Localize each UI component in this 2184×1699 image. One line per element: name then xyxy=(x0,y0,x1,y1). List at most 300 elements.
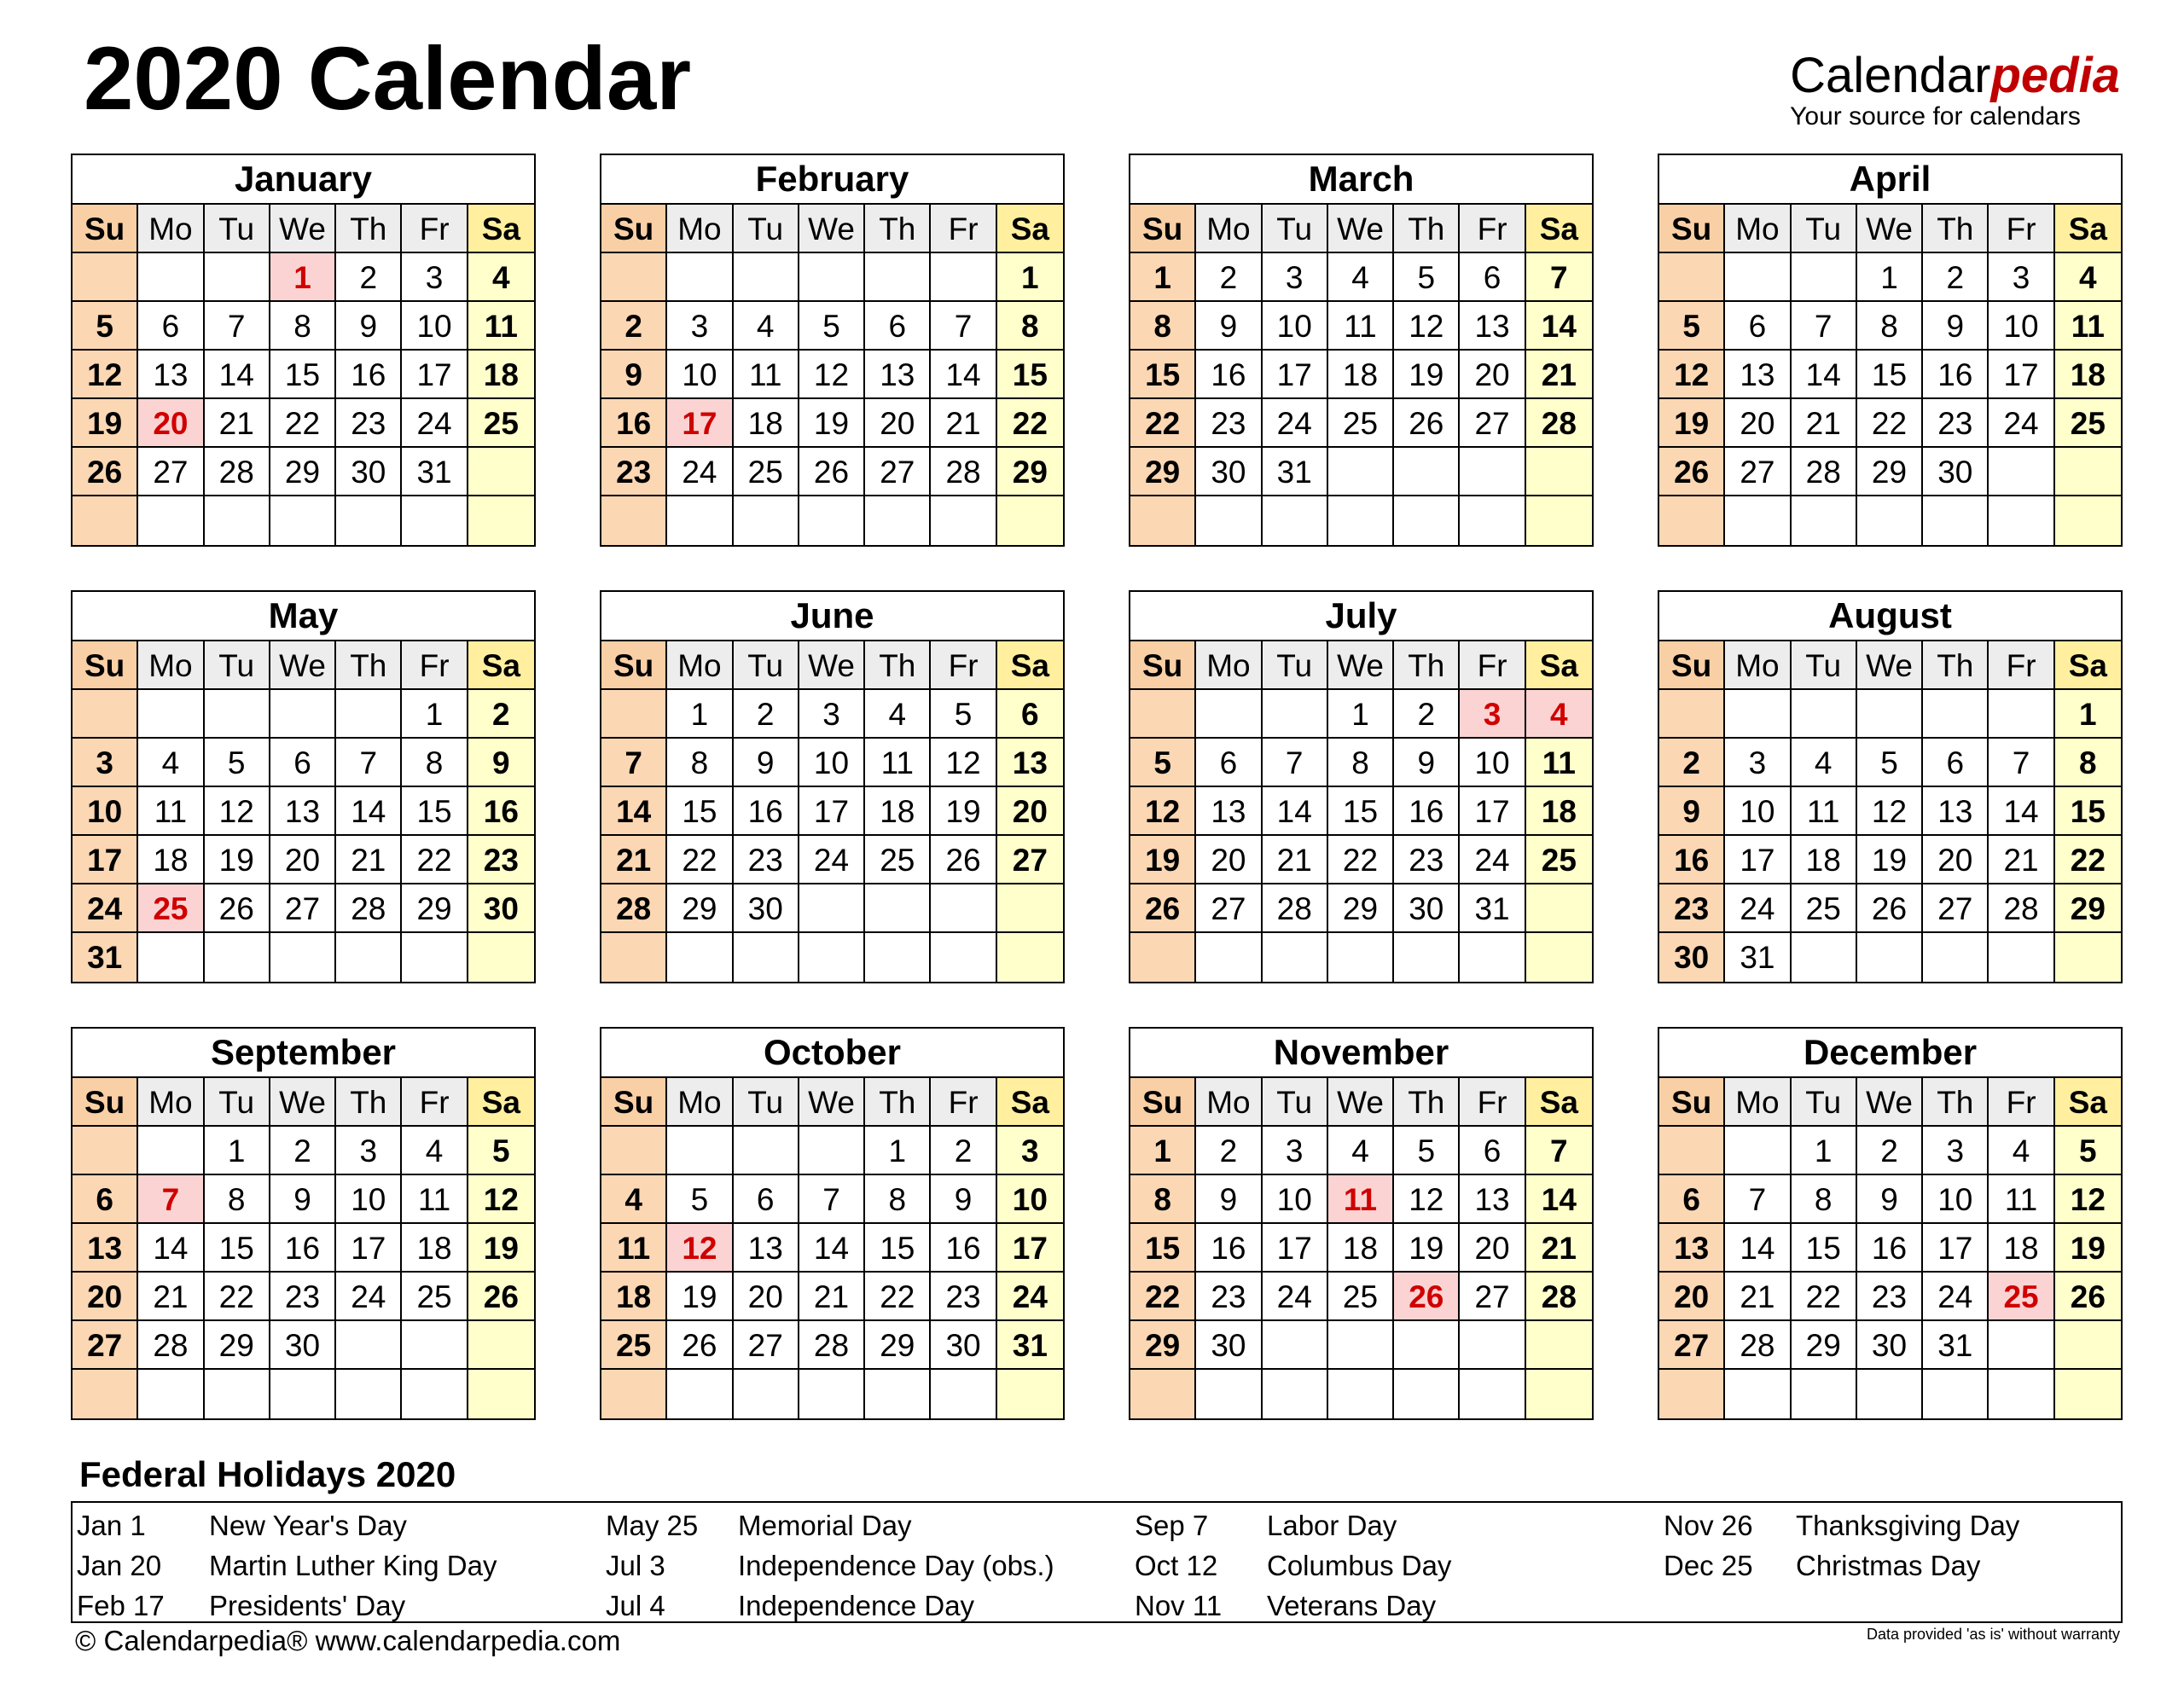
day-cell: 9 xyxy=(270,1175,336,1224)
day-cell xyxy=(1130,496,1196,545)
day-cell: 5 xyxy=(1130,739,1196,787)
day-cell: 26 xyxy=(799,448,865,496)
day-cell: 28 xyxy=(799,1321,865,1370)
day-cell xyxy=(734,1370,799,1418)
day-cell xyxy=(270,690,336,739)
weekday-header: Th xyxy=(1923,641,1989,690)
day-cell: 17 xyxy=(1725,836,1791,884)
day-cell: 24 xyxy=(73,884,138,933)
day-cell: 12 xyxy=(931,739,996,787)
day-cell: 3 xyxy=(1263,253,1328,302)
weekday-header: We xyxy=(799,641,865,690)
day-cell xyxy=(138,253,204,302)
day-cell: 19 xyxy=(468,1224,534,1273)
day-cell: 3 xyxy=(1989,253,2054,302)
day-cell xyxy=(799,1370,865,1418)
weekday-header: Fr xyxy=(1460,641,1525,690)
day-cell: 1 xyxy=(2055,690,2121,739)
day-cell xyxy=(270,1370,336,1418)
weekday-header: Mo xyxy=(667,1078,733,1127)
day-cell xyxy=(1130,1370,1196,1418)
weekday-header: Tu xyxy=(205,641,270,690)
month-january xyxy=(71,154,536,547)
day-cell: 27 xyxy=(997,836,1063,884)
day-cell: 4 xyxy=(402,1127,468,1175)
day-cell xyxy=(1989,933,2054,982)
day-cell: 1 xyxy=(402,690,468,739)
weekday-header: Su xyxy=(601,1078,667,1127)
day-cell: 27 xyxy=(734,1321,799,1370)
day-cell: 8 xyxy=(270,302,336,351)
month-december xyxy=(1658,1027,2123,1420)
weekday-header: Tu xyxy=(1263,641,1328,690)
weekday-header: Sa xyxy=(1526,1078,1592,1127)
day-cell xyxy=(734,253,799,302)
day-cell: 10 xyxy=(1263,302,1328,351)
day-cell: 15 xyxy=(2055,787,2121,836)
weekday-header: Th xyxy=(865,641,931,690)
weekday-header: Mo xyxy=(138,1078,204,1127)
day-cell: 8 xyxy=(1130,1175,1196,1224)
day-cell xyxy=(601,690,667,739)
day-cell: 4 xyxy=(601,1175,667,1224)
day-cell: 21 xyxy=(1263,836,1328,884)
day-cell: 24 xyxy=(1460,836,1525,884)
weekday-header: Fr xyxy=(1460,1078,1525,1127)
day-cell: 14 xyxy=(1989,787,2054,836)
day-cell xyxy=(1394,496,1460,545)
day-cell: 22 xyxy=(667,836,733,884)
day-cell xyxy=(1263,1370,1328,1418)
day-cell: 15 xyxy=(270,351,336,399)
day-cell: 3 xyxy=(799,690,865,739)
weekday-header: Sa xyxy=(1526,205,1592,253)
day-cell: 11 xyxy=(1989,1175,2054,1224)
month-grid xyxy=(601,1078,1063,1418)
day-cell: 22 xyxy=(270,399,336,448)
day-cell: 25 xyxy=(1328,399,1394,448)
day-cell: 13 xyxy=(865,351,931,399)
day-cell xyxy=(205,253,270,302)
day-cell: 13 xyxy=(138,351,204,399)
day-cell: 1 xyxy=(1130,1127,1196,1175)
day-cell: 4 xyxy=(1328,1127,1394,1175)
day-cell xyxy=(1328,933,1394,982)
day-cell: 9 xyxy=(336,302,402,351)
day-cell xyxy=(734,496,799,545)
day-cell: 15 xyxy=(865,1224,931,1273)
month-name: September xyxy=(73,1029,534,1078)
day-cell: 26 xyxy=(1394,399,1460,448)
day-cell xyxy=(205,690,270,739)
day-cell: 30 xyxy=(1923,448,1989,496)
day-cell: 17 xyxy=(1263,1224,1328,1273)
weekday-header: Sa xyxy=(2055,641,2121,690)
weekday-header: Sa xyxy=(468,641,534,690)
day-cell: 24 xyxy=(402,399,468,448)
day-cell xyxy=(1923,1370,1989,1418)
day-cell: 1 xyxy=(1328,690,1394,739)
weekday-header: Th xyxy=(865,1078,931,1127)
weekday-header: Sa xyxy=(2055,205,2121,253)
day-cell: 10 xyxy=(1725,787,1791,836)
month-march xyxy=(1129,154,1594,547)
day-cell: 8 xyxy=(1857,302,1923,351)
day-cell: 3 xyxy=(336,1127,402,1175)
day-cell xyxy=(1328,1321,1394,1370)
day-cell: 8 xyxy=(865,1175,931,1224)
weekday-header: Mo xyxy=(1196,641,1262,690)
weekday-header: Su xyxy=(1659,1078,1725,1127)
day-cell xyxy=(2055,933,2121,982)
day-cell: 14 xyxy=(336,787,402,836)
day-cell: 17 xyxy=(799,787,865,836)
day-cell xyxy=(1659,690,1725,739)
day-cell: 4 xyxy=(1989,1127,2054,1175)
day-cell: 24 xyxy=(1923,1273,1989,1321)
day-cell: 24 xyxy=(799,836,865,884)
weekday-header: We xyxy=(1328,641,1394,690)
day-cell: 6 xyxy=(1923,739,1989,787)
holidays-title: Federal Holidays 2020 xyxy=(79,1454,456,1494)
day-cell: 3 xyxy=(1460,690,1525,739)
day-cell: 5 xyxy=(799,302,865,351)
day-cell: 12 xyxy=(1857,787,1923,836)
day-cell: 20 xyxy=(1196,836,1262,884)
day-cell xyxy=(1725,253,1791,302)
day-cell xyxy=(1394,933,1460,982)
day-cell: 1 xyxy=(997,253,1063,302)
day-cell: 16 xyxy=(734,787,799,836)
day-cell: 7 xyxy=(1989,739,2054,787)
day-cell xyxy=(1526,448,1592,496)
day-cell: 11 xyxy=(734,351,799,399)
day-cell: 15 xyxy=(1857,351,1923,399)
day-cell xyxy=(1460,496,1525,545)
day-cell xyxy=(667,933,733,982)
month-name: July xyxy=(1130,592,1592,641)
day-cell: 14 xyxy=(138,1224,204,1273)
holiday-entry xyxy=(606,1551,1054,1580)
weekday-header: Mo xyxy=(667,205,733,253)
weekday-header: Tu xyxy=(1263,205,1328,253)
day-cell: 7 xyxy=(799,1175,865,1224)
day-cell: 7 xyxy=(1526,253,1592,302)
month-name: May xyxy=(73,592,534,641)
day-cell: 7 xyxy=(205,302,270,351)
day-cell: 14 xyxy=(1792,351,1857,399)
day-cell xyxy=(1659,1127,1725,1175)
weekday-header: Su xyxy=(1130,641,1196,690)
day-cell xyxy=(1989,1370,2054,1418)
day-cell xyxy=(205,1370,270,1418)
day-cell: 10 xyxy=(73,787,138,836)
day-cell: 25 xyxy=(1989,1273,2054,1321)
day-cell xyxy=(799,933,865,982)
day-cell: 29 xyxy=(1328,884,1394,933)
day-cell: 15 xyxy=(1792,1224,1857,1273)
day-cell xyxy=(1989,1321,2054,1370)
month-grid xyxy=(1659,1078,2121,1418)
day-cell: 1 xyxy=(1857,253,1923,302)
day-cell: 27 xyxy=(73,1321,138,1370)
day-cell: 20 xyxy=(865,399,931,448)
day-cell: 19 xyxy=(931,787,996,836)
weekday-header: Tu xyxy=(1792,641,1857,690)
day-cell: 22 xyxy=(402,836,468,884)
day-cell: 3 xyxy=(1263,1127,1328,1175)
brand-logo xyxy=(1790,48,2120,130)
day-cell: 6 xyxy=(1725,302,1791,351)
day-cell: 23 xyxy=(1659,884,1725,933)
day-cell: 5 xyxy=(73,302,138,351)
day-cell: 30 xyxy=(468,884,534,933)
day-cell xyxy=(468,448,534,496)
day-cell: 27 xyxy=(138,448,204,496)
day-cell: 18 xyxy=(402,1224,468,1273)
day-cell: 6 xyxy=(270,739,336,787)
day-cell: 25 xyxy=(468,399,534,448)
weekday-header: We xyxy=(1857,1078,1923,1127)
month-name: August xyxy=(1659,592,2121,641)
day-cell: 26 xyxy=(2055,1273,2121,1321)
day-cell: 30 xyxy=(1196,448,1262,496)
day-cell xyxy=(865,933,931,982)
day-cell: 29 xyxy=(865,1321,931,1370)
day-cell: 14 xyxy=(1526,302,1592,351)
day-cell: 14 xyxy=(1725,1224,1791,1273)
day-cell: 31 xyxy=(1725,933,1791,982)
day-cell: 9 xyxy=(1659,787,1725,836)
day-cell: 25 xyxy=(601,1321,667,1370)
day-cell: 29 xyxy=(270,448,336,496)
weekday-header: Mo xyxy=(1196,1078,1262,1127)
weekday-header: Sa xyxy=(2055,1078,2121,1127)
day-cell: 8 xyxy=(997,302,1063,351)
weekday-header: Tu xyxy=(1792,1078,1857,1127)
month-october xyxy=(600,1027,1065,1420)
day-cell: 9 xyxy=(468,739,534,787)
weekday-header: Th xyxy=(1923,205,1989,253)
month-february xyxy=(600,154,1065,547)
day-cell: 9 xyxy=(1857,1175,1923,1224)
day-cell: 15 xyxy=(1328,787,1394,836)
day-cell: 28 xyxy=(1792,448,1857,496)
day-cell: 6 xyxy=(73,1175,138,1224)
day-cell: 7 xyxy=(138,1175,204,1224)
day-cell: 3 xyxy=(667,302,733,351)
day-cell xyxy=(1923,496,1989,545)
holiday-date: Jul 3 xyxy=(606,1550,665,1581)
day-cell: 24 xyxy=(667,448,733,496)
day-cell: 12 xyxy=(468,1175,534,1224)
day-cell: 19 xyxy=(1857,836,1923,884)
day-cell: 23 xyxy=(931,1273,996,1321)
day-cell: 1 xyxy=(667,690,733,739)
day-cell xyxy=(667,253,733,302)
day-cell xyxy=(336,496,402,545)
month-grid xyxy=(1130,1078,1592,1418)
day-cell: 9 xyxy=(1196,1175,1262,1224)
day-cell: 12 xyxy=(73,351,138,399)
weekday-header: Tu xyxy=(734,205,799,253)
day-cell: 18 xyxy=(1526,787,1592,836)
day-cell: 4 xyxy=(734,302,799,351)
month-name: January xyxy=(73,155,534,205)
day-cell: 10 xyxy=(799,739,865,787)
day-cell xyxy=(799,1127,865,1175)
day-cell: 3 xyxy=(997,1127,1063,1175)
weekday-header: Fr xyxy=(931,641,996,690)
day-cell xyxy=(1659,496,1725,545)
weekday-header: Fr xyxy=(1989,1078,2054,1127)
day-cell: 10 xyxy=(402,302,468,351)
day-cell: 22 xyxy=(1130,1273,1196,1321)
day-cell: 17 xyxy=(336,1224,402,1273)
weekday-header: Su xyxy=(601,641,667,690)
day-cell xyxy=(2055,1321,2121,1370)
weekday-header: Th xyxy=(1394,1078,1460,1127)
weekday-header: Th xyxy=(336,641,402,690)
day-cell: 20 xyxy=(1923,836,1989,884)
day-cell: 18 xyxy=(1792,836,1857,884)
day-cell: 25 xyxy=(1328,1273,1394,1321)
day-cell: 1 xyxy=(1130,253,1196,302)
day-cell: 4 xyxy=(468,253,534,302)
page-title: 2020 Calendar xyxy=(84,29,692,129)
day-cell: 24 xyxy=(1989,399,2054,448)
weekday-header: Tu xyxy=(1792,205,1857,253)
day-cell xyxy=(734,933,799,982)
weekday-header: Tu xyxy=(205,205,270,253)
month-august xyxy=(1658,590,2123,983)
day-cell: 6 xyxy=(997,690,1063,739)
day-cell xyxy=(138,496,204,545)
weekday-header: Th xyxy=(1923,1078,1989,1127)
day-cell: 22 xyxy=(1130,399,1196,448)
day-cell: 23 xyxy=(270,1273,336,1321)
day-cell: 21 xyxy=(931,399,996,448)
day-cell: 6 xyxy=(1460,253,1525,302)
day-cell: 8 xyxy=(205,1175,270,1224)
day-cell: 23 xyxy=(1857,1273,1923,1321)
day-cell: 21 xyxy=(336,836,402,884)
day-cell xyxy=(1460,448,1525,496)
day-cell: 31 xyxy=(1263,448,1328,496)
day-cell: 16 xyxy=(601,399,667,448)
day-cell: 31 xyxy=(73,933,138,982)
day-cell xyxy=(1792,253,1857,302)
weekday-header: Mo xyxy=(667,641,733,690)
day-cell: 29 xyxy=(2055,884,2121,933)
day-cell: 16 xyxy=(468,787,534,836)
holiday-date: Jan 20 xyxy=(77,1550,162,1581)
weekday-header: Su xyxy=(601,205,667,253)
day-cell xyxy=(601,253,667,302)
day-cell xyxy=(1526,496,1592,545)
day-cell: 4 xyxy=(2055,253,2121,302)
day-cell: 9 xyxy=(601,351,667,399)
day-cell: 21 xyxy=(1526,351,1592,399)
holiday-entry xyxy=(606,1592,974,1620)
day-cell: 15 xyxy=(997,351,1063,399)
day-cell: 1 xyxy=(270,253,336,302)
brand-tagline: Your source for calendars xyxy=(1790,102,2081,130)
footer-copyright: © Calendarpedia® www.calendarpedia.com xyxy=(75,1625,621,1656)
day-cell: 13 xyxy=(997,739,1063,787)
day-cell: 2 xyxy=(336,253,402,302)
day-cell: 19 xyxy=(1130,836,1196,884)
day-cell: 23 xyxy=(1196,1273,1262,1321)
weekday-header: Fr xyxy=(1989,205,2054,253)
day-cell xyxy=(601,496,667,545)
day-cell xyxy=(138,1370,204,1418)
day-cell: 24 xyxy=(1263,1273,1328,1321)
day-cell: 27 xyxy=(865,448,931,496)
day-cell: 26 xyxy=(1659,448,1725,496)
day-cell xyxy=(931,253,996,302)
holiday-name: Independence Day (obs.) xyxy=(738,1550,1054,1581)
weekday-header: Fr xyxy=(1989,641,2054,690)
day-cell xyxy=(1792,690,1857,739)
day-cell: 24 xyxy=(1725,884,1791,933)
day-cell: 18 xyxy=(1328,1224,1394,1273)
weekday-header: Su xyxy=(73,1078,138,1127)
day-cell: 22 xyxy=(1328,836,1394,884)
day-cell xyxy=(1196,1370,1262,1418)
day-cell: 30 xyxy=(1857,1321,1923,1370)
weekday-header: We xyxy=(1857,205,1923,253)
holiday-name: Memorial Day xyxy=(738,1510,912,1541)
day-cell: 11 xyxy=(468,302,534,351)
day-cell: 2 xyxy=(1196,1127,1262,1175)
day-cell: 11 xyxy=(1328,302,1394,351)
day-cell: 27 xyxy=(1460,1273,1525,1321)
day-cell xyxy=(799,496,865,545)
day-cell: 15 xyxy=(1130,351,1196,399)
day-cell: 11 xyxy=(2055,302,2121,351)
day-cell: 8 xyxy=(1130,302,1196,351)
weekday-header: Th xyxy=(1394,641,1460,690)
day-cell: 26 xyxy=(1394,1273,1460,1321)
day-cell xyxy=(1130,690,1196,739)
day-cell: 28 xyxy=(205,448,270,496)
holiday-entry xyxy=(1664,1551,1980,1580)
weekday-header: Th xyxy=(336,205,402,253)
day-cell: 16 xyxy=(336,351,402,399)
weekday-header: Tu xyxy=(734,1078,799,1127)
day-cell: 25 xyxy=(1792,884,1857,933)
day-cell: 2 xyxy=(601,302,667,351)
day-cell: 12 xyxy=(799,351,865,399)
day-cell: 14 xyxy=(601,787,667,836)
weekday-header: We xyxy=(1857,641,1923,690)
holiday-name: New Year's Day xyxy=(209,1510,407,1541)
day-cell xyxy=(997,884,1063,933)
day-cell: 28 xyxy=(1526,1273,1592,1321)
weekday-header: Th xyxy=(336,1078,402,1127)
weekday-header: Mo xyxy=(1725,641,1791,690)
day-cell: 22 xyxy=(1792,1273,1857,1321)
day-cell: 13 xyxy=(1725,351,1791,399)
day-cell: 17 xyxy=(1989,351,2054,399)
holiday-date: Dec 25 xyxy=(1664,1550,1753,1581)
day-cell: 24 xyxy=(1263,399,1328,448)
holiday-date: Oct 12 xyxy=(1135,1550,1218,1581)
day-cell: 23 xyxy=(1923,399,1989,448)
day-cell: 11 xyxy=(402,1175,468,1224)
holiday-name: Presidents' Day xyxy=(209,1590,406,1621)
